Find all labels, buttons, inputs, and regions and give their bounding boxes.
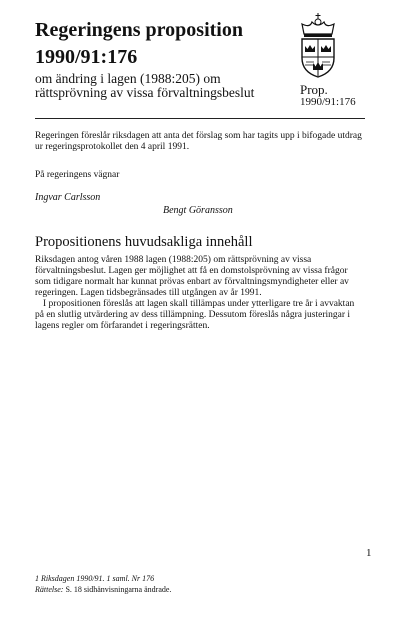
signature-prime-minister: Ingvar Carlsson xyxy=(35,192,101,203)
document-subtitle: om ändring i lagen (1988:205) om rättsprövning av vissa förvaltningsbeslut xyxy=(35,71,255,100)
footer-reference: 1 Riksdagen 1990/91. 1 saml. Nr 176 xyxy=(35,574,155,583)
signature-minister: Bengt Göransson xyxy=(163,205,233,216)
body-paragraph: I propositionen föreslås att lagen skall tillämpas under ytterligare tre år i avvaktan på en slutlig utvärdering av dess tillämpning. Dessutom föreslås några justeringar i lagens regler om förfarandet i regeringsrätten. xyxy=(35,299,355,331)
correction-text: S. 18 sidhänvisningarna ändrade. xyxy=(63,585,172,594)
on-behalf-line: På regeringens vägnar xyxy=(35,170,120,180)
section-heading: Propositionens huvudsakliga innehåll xyxy=(35,234,253,250)
prop-label: Prop. xyxy=(300,82,328,97)
swedish-coat-of-arms-icon xyxy=(296,12,340,80)
section-body xyxy=(35,255,365,332)
proposition-number: 1990/91:176 xyxy=(35,46,138,68)
document-title: Regeringens proposition xyxy=(35,19,243,41)
footer-correction xyxy=(35,585,171,594)
intro-paragraph: Regeringen föreslår riksdagen att anta det förslag som har tagits upp i bifogade utdrag ur regeringsprotokollet den 4 april 1991. xyxy=(35,131,362,152)
header-divider xyxy=(35,118,365,119)
prop-number: 1990/91:176 xyxy=(300,96,356,108)
page-number: 1 xyxy=(366,547,372,559)
body-paragraph: Riksdagen antog våren 1988 lagen (1988:205) om rättsprövning av vissa förvaltningsbeslut. Lagen ger möjlighet att få en domstolsprövning av vissa frågor som tidigare normalt har kunnat prövas enbart av förvaltningsmyndigheter eller av regeringen. Lagen tidsbegränsades till utgången av år 1991. xyxy=(35,255,349,298)
correction-label: Rättelse: xyxy=(35,585,64,594)
